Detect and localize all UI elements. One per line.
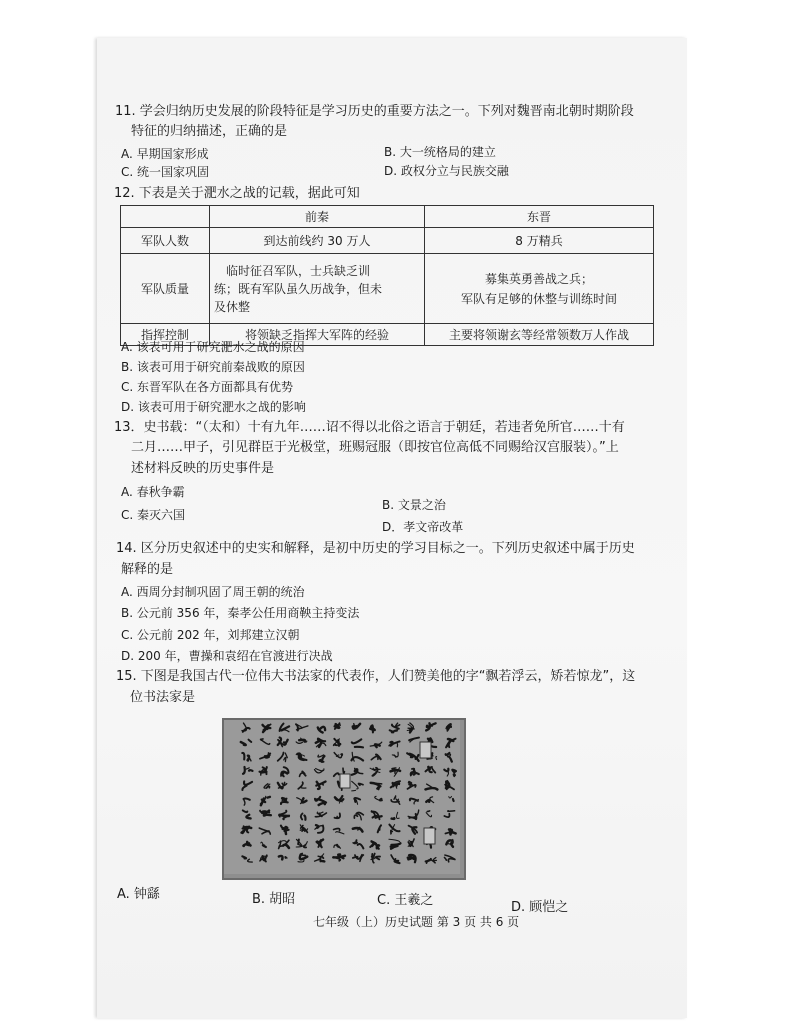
brush-stroke <box>338 740 339 745</box>
brush-stroke <box>267 797 270 798</box>
q11-option-b: B. 大一统格局的建立 <box>384 145 496 159</box>
brush-stroke <box>353 724 354 729</box>
q13-stem-line2: 二月……甲子，引见群臣于光极堂，班赐冠服（即按官位高低不同赐给汉宫服装）。”上 <box>131 440 619 455</box>
q15-stem-line2: 位书法家是 <box>130 690 196 705</box>
q15-option-d: D. 顾恺之 <box>511 900 569 915</box>
q15-option-b: B. 胡昭 <box>252 892 296 907</box>
brush-stroke <box>355 747 363 748</box>
brush-stroke <box>248 756 249 761</box>
qin-cell: 到达前线约 30 万人 <box>210 228 425 254</box>
q13-stem-line1: 13．史书载：“（太和）十有九年……诏不得以北俗之语言于朝廷，若违者免所官……十有 <box>114 420 625 435</box>
brush-stroke <box>426 800 429 802</box>
q14-option-b: B. 公元前 356 年，秦孝公任用商鞅主持变法 <box>121 606 360 620</box>
brush-stroke <box>380 799 382 801</box>
row-label: 军队人数 <box>121 228 210 254</box>
brush-stroke <box>285 857 287 858</box>
brush-stroke <box>392 818 395 819</box>
brush-stroke <box>377 786 379 789</box>
feishui-battle-table <box>120 205 654 346</box>
page-footer: 七年级（上）历史试题 第 3 页 共 6 页 <box>313 915 520 929</box>
q11-stem-line2: 特征的归纳描述，正确的是 <box>131 124 288 139</box>
q15-option-a: A. 钟繇 <box>117 887 160 902</box>
q14-option-d: D. 200 年，曹操和袁绍在官渡进行决战 <box>121 649 333 663</box>
brush-stroke <box>448 811 455 812</box>
q12-option-a: A. 该表可用于研究淝水之战的原因 <box>121 340 305 354</box>
brush-stroke <box>414 770 415 775</box>
jin-cell: 主要将领谢玄等经常领数万人作战 <box>425 324 654 346</box>
calligraphy-image <box>222 718 466 880</box>
table-header-qianqin: 前秦 <box>210 206 425 228</box>
brush-stroke <box>246 844 249 846</box>
brush-stroke <box>450 829 451 834</box>
brush-stroke <box>269 753 270 755</box>
q15-option-c: C. 王羲之 <box>377 893 434 908</box>
brush-stroke <box>322 783 323 785</box>
table-row <box>121 228 654 254</box>
brush-stroke <box>319 803 325 805</box>
brush-stroke <box>265 756 269 757</box>
q12-option-d: D. 该表可用于研究淝水之战的影响 <box>121 400 306 414</box>
q12-stem: 12. 下表是关于淝水之战的记载，据此可知 <box>114 186 360 201</box>
q13-option-c: C. 秦灭六国 <box>121 508 186 522</box>
brush-stroke <box>372 725 373 732</box>
q14-stem-line2: 解释的是 <box>121 562 174 577</box>
qin-cell: 将领缺乏指挥大军阵的经验 <box>210 324 425 346</box>
brush-stroke <box>304 816 305 820</box>
brush-stroke <box>376 816 382 818</box>
q13-option-a: A. 春秋争霸 <box>121 485 185 499</box>
brush-stroke <box>427 811 430 812</box>
brush-stroke <box>394 730 397 731</box>
q12-option-b: B. 该表可用于研究前秦战败的原因 <box>121 360 305 374</box>
q11-stem-line1: 11. 学会归纳历史发展的阶段特征是学习历史的重要方法之一。下列对魏晋南北朝时期阶段 <box>115 104 634 119</box>
brush-stroke <box>249 770 253 771</box>
q15-stem-line1: 15. 下图是我国古代一位伟大书法家的代表作，人们赞美他的字“飘若浮云，矫若惊龙”，这 <box>116 669 636 684</box>
brush-stroke <box>356 840 357 843</box>
q11-option-d: D. 政权分立与民族交融 <box>384 164 509 178</box>
brush-stroke <box>409 782 412 783</box>
brush-stroke <box>436 756 437 759</box>
brush-stroke <box>427 726 428 727</box>
brush-stroke <box>352 790 356 791</box>
jin-cell: 8 万精兵 <box>425 228 654 254</box>
brush-stroke <box>285 798 287 801</box>
brush-stroke <box>454 774 456 776</box>
jin-cell: 募集英勇善战之兵； 军队有足够的休整与训练时间 <box>425 254 654 324</box>
table-row <box>121 254 654 324</box>
qin-cell: 临时征召军队，士兵缺乏训 练；既有军队虽久历战争，但未 及休整 <box>210 254 425 324</box>
q11-option-c: C. 统一国家巩固 <box>121 165 210 179</box>
calligraphy-artwork <box>224 720 460 874</box>
q11-option-a: A. 早期国家形成 <box>121 147 209 161</box>
brush-stroke <box>452 770 455 773</box>
brush-stroke <box>426 788 438 789</box>
row-label: 指挥控制 <box>121 324 210 346</box>
q13-option-b: B. 文景之治 <box>382 498 446 512</box>
brush-stroke <box>395 861 400 863</box>
q14-stem-line1: 14. 区分历史叙述中的史实和解释，是初中历史的学习目标之一。下列历史叙述中属于历史 <box>116 541 635 556</box>
row-label: 军队质量 <box>121 254 210 324</box>
table-corner-cell <box>121 206 210 228</box>
q12-option-c: C. 东晋军队在各方面都具有优势 <box>121 380 294 394</box>
brush-stroke <box>321 861 324 862</box>
q14-option-a: A. 西周分封制巩固了周王朝的统治 <box>121 585 305 599</box>
q13-option-d: D．孝文帝改革 <box>382 520 464 534</box>
brush-stroke <box>318 739 320 740</box>
q13-stem-line3: 述材料反映的历史事件是 <box>131 461 275 476</box>
brush-stroke <box>353 842 355 843</box>
brush-stroke <box>391 846 398 847</box>
q14-option-c: C. 公元前 202 年，刘邦建立汉朝 <box>121 628 300 642</box>
table-header-dongjin: 东晋 <box>425 206 654 228</box>
brush-stroke <box>453 799 454 801</box>
